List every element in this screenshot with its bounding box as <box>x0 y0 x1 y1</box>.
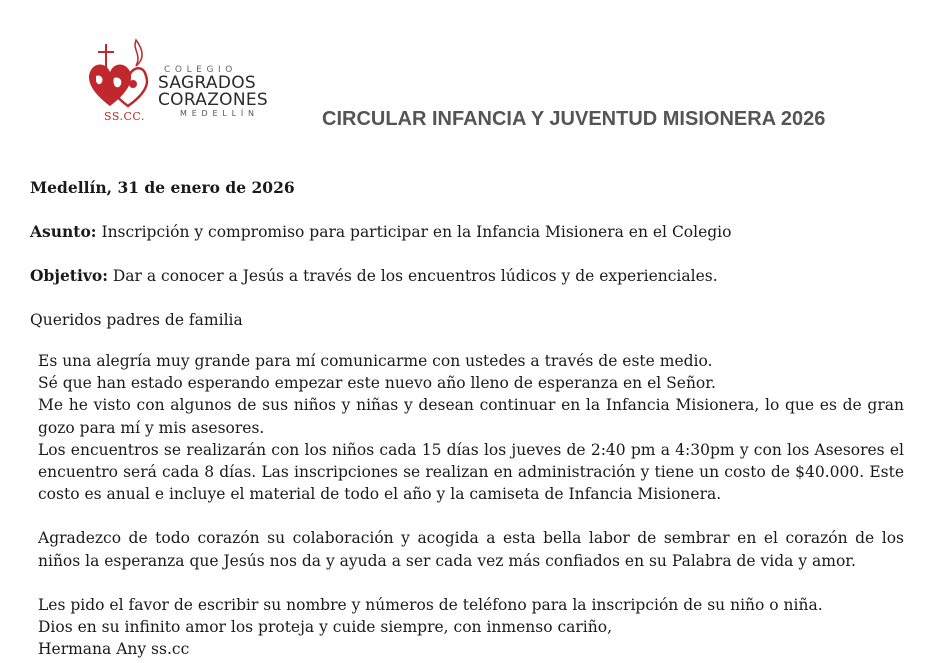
date-text: Medellín, 31 de enero de 2026 <box>30 178 295 197</box>
letter-body <box>38 350 904 660</box>
objective-text: Dar a conocer a Jesús a través de los encuentros lúdicos y de experienciales. <box>107 267 718 285</box>
logo-wordmark <box>158 66 268 118</box>
body-line: Dios en su infinito amor los proteja y cuide siempre, con inmenso cariño, <box>38 618 612 637</box>
body-line: Es una alegría muy grande para mí comunicarme con ustedes a través de este medio. <box>38 352 713 370</box>
logo-colegio-text: COLEGIO <box>164 65 237 75</box>
greeting: Queridos padres de familia <box>30 311 243 329</box>
sacred-hearts-emblem-icon <box>84 36 164 116</box>
logo-ss-text: SS.CC. <box>104 110 145 123</box>
logo-sagrados-text: SAGRADOS <box>158 73 257 93</box>
body-line: Me he visto con algunos de sus niños y niñas y desean continuar en la Infancia Misionera, lo que es de gran gozo para mí y mis asesores. <box>38 396 904 437</box>
subject-line <box>30 222 731 241</box>
body-paragraph-gratitude: Agradezco de todo corazón su colaboración y acogida a esta bella labor de sembrar en el corazón de los niños la esperanza que Jesús nos da y ayuda a ser cada vez más confiados en su Palabra de vida y amor. <box>38 529 904 570</box>
signature: Hermana Any ss.cc <box>38 640 190 659</box>
subject-text: Inscripción y compromiso para participar en la Infancia Misionera en el Colegio <box>96 223 732 241</box>
objective-label: Objetivo: <box>30 266 108 285</box>
body-line: Sé que han estado esperando empezar este nuevo año lleno de esperanza en el Señor. <box>38 374 716 393</box>
body-line: Les pido el favor de escribir su nombre y números de teléfono para la inscripción de su niño o niña. <box>38 595 823 614</box>
logo-corazones-text: CORAZONES <box>158 90 268 110</box>
subject-label: Asunto: <box>30 222 97 241</box>
logo-medellin-text: MEDELLÍN <box>180 109 259 118</box>
page-title: CIRCULAR INFANCIA Y JUVENTUD MISIONERA 2026 <box>322 108 826 130</box>
letter-date <box>30 178 295 197</box>
school-logo <box>84 36 284 128</box>
objective-line <box>30 266 718 285</box>
body-line: Los encuentros se realizarán con los niños cada 15 días los jueves de 2:40 pm a 4:30pm y con los Asesores el encuentro será cada 8 días. Las inscripciones se realizan en administración y tiene un costo de $40.000. Este costo es anual e incluye el material de todo el año y la camiseta de Infancia Misionera. <box>38 440 904 504</box>
